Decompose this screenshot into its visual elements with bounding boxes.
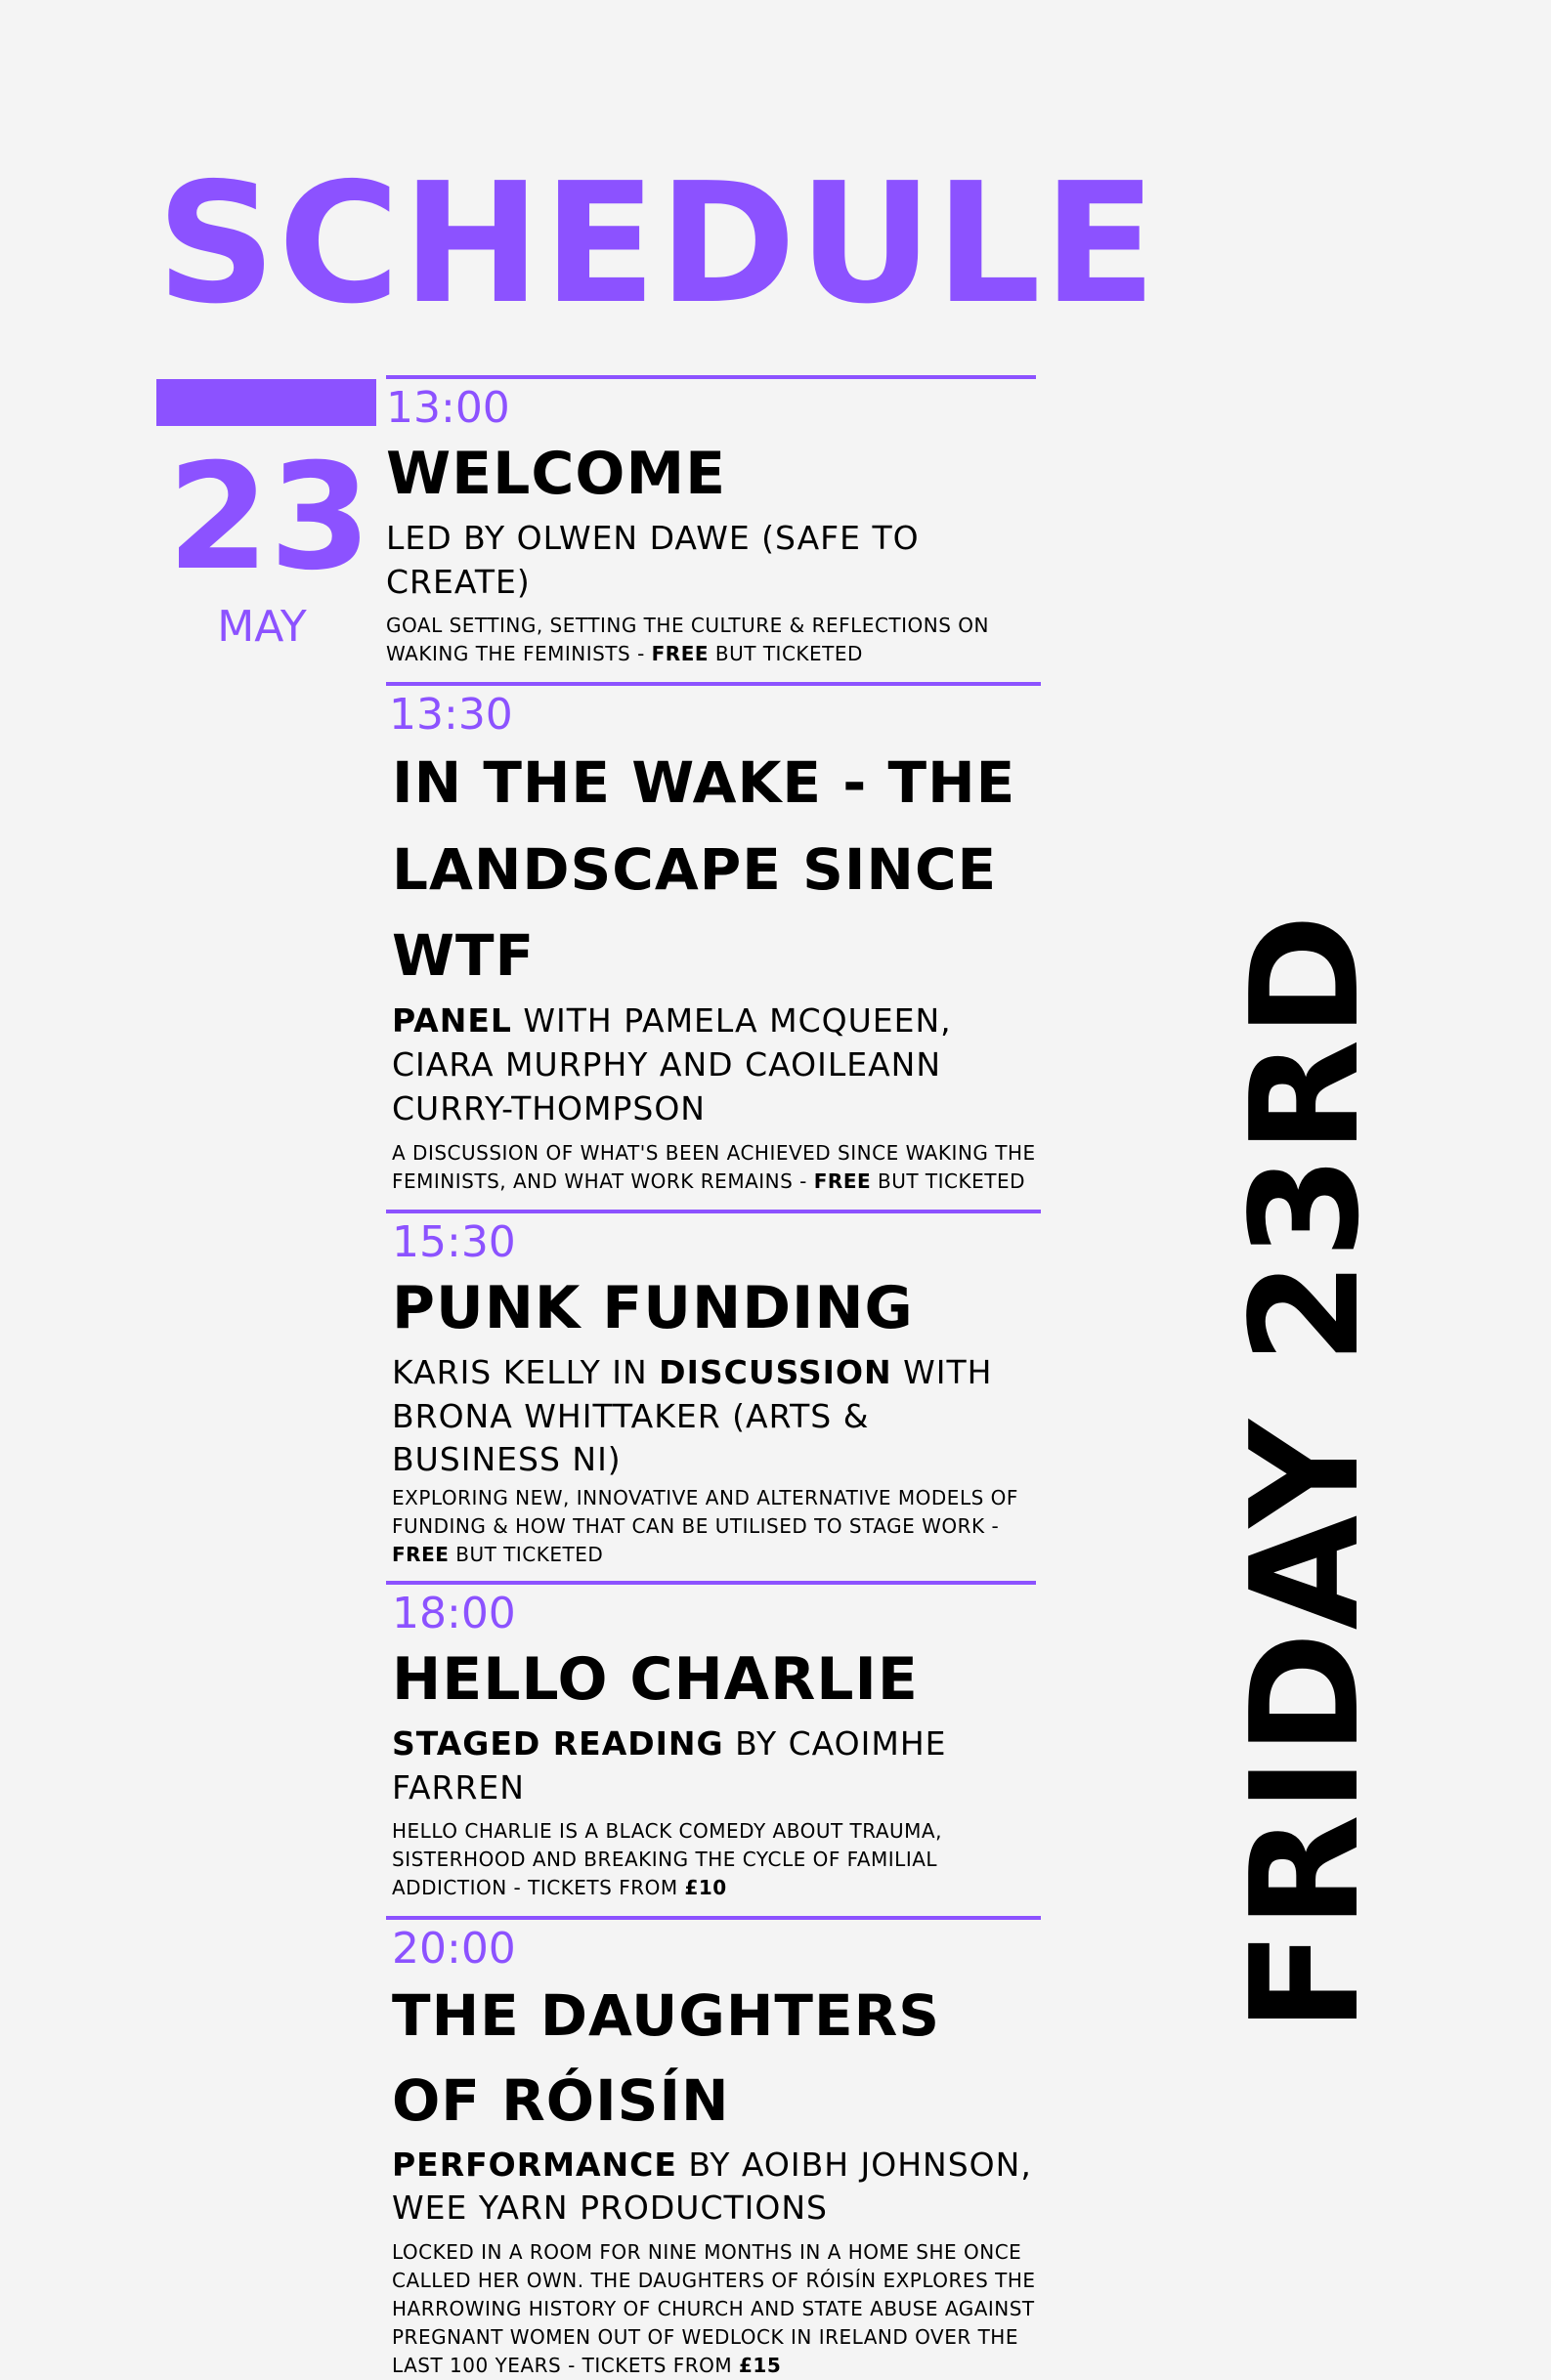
day-label-vertical: FRIDAY 23RD	[1219, 912, 1392, 2032]
divider	[386, 1581, 1036, 1585]
date-accent-bar	[156, 379, 376, 426]
event-description: HELLO CHARLIE IS A BLACK COMEDY ABOUT TRAUMA, SISTERHOOD AND BREAKING THE CYCLE OF FAMILIAL ADDICTION - TICKETS FROM £10	[392, 1819, 942, 1900]
event-description: A DISCUSSION OF WHAT'S BEEN ACHIEVED SINCE WAKING THE FEMINISTS, AND WHAT WORK REMAINS - FREE BUT TICKETED	[392, 1140, 1036, 1193]
event-time: 20:00	[392, 1924, 516, 1975]
schedule-item-daughters-of-roisin	[386, 1916, 1041, 2379]
divider	[386, 1210, 1041, 1213]
schedule-list	[386, 375, 1041, 2380]
page-title: SCHEDULE	[156, 148, 1159, 341]
event-title: PUNK FUNDING	[392, 1274, 914, 1343]
event-subtitle: KARIS KELLY IN DISCUSSION WITH BRONA WHITTAKER (ARTS & BUSINESS NI)	[392, 1353, 993, 1479]
schedule-item-punk-funding	[386, 1210, 1041, 1581]
event-description: GOAL SETTING, SETTING THE CULTURE & REFLECTIONS ON WAKING THE FEMINISTS - FREE BUT TICKETED	[386, 614, 989, 666]
schedule-item-hello-charlie	[386, 1581, 1041, 1916]
date-day: 23	[167, 433, 371, 603]
event-subtitle: STAGED READING BY CAOIMHE FARREN	[392, 1724, 947, 1806]
event-subtitle: PERFORMANCE BY AOIBH JOHNSON, WEE YARN PRODUCTIONS	[392, 2145, 1032, 2228]
event-description: EXPLORING NEW, INNOVATIVE AND ALTERNATIVE MODELS OF FUNDING & HOW THAT CAN BE UTILISED TO STAGE WORK - FREE BUT TICKETED	[392, 1485, 1018, 1566]
schedule-item-in-the-wake	[386, 682, 1041, 1209]
schedule-item-welcome	[386, 375, 1041, 682]
event-subtitle: LED BY OLWEN DAWE (SAFE TO CREATE)	[386, 519, 920, 601]
event-title: HELLO CHARLIE	[392, 1645, 919, 1715]
divider	[386, 682, 1041, 686]
event-subtitle: PANEL WITH PAMELA MCQUEEN, CIARA MURPHY AND CAOILEANN CURRY-THOMPSON	[392, 1001, 952, 1127]
divider	[386, 375, 1036, 379]
divider	[386, 1916, 1041, 1920]
event-title: THE DAUGHTERS OF RÓISÍN	[392, 1981, 941, 2134]
event-title: WELCOME	[386, 440, 727, 509]
event-description: LOCKED IN A ROOM FOR NINE MONTHS IN A HOME SHE ONCE CALLED HER OWN. THE DAUGHTERS OF RÓISÍN EXPLORES THE HARROWING HISTORY OF CHURCH AND STATE ABUSE AGAINST PREGNANT WOMEN OUT OF WEDLOCK IN IRELAND OVER THE LAST 100 YEARS - TICKETS FROM £15	[392, 2239, 1036, 2377]
event-time: 18:00	[392, 1588, 516, 1638]
event-time: 13:30	[389, 690, 513, 741]
event-title: IN THE WAKE - THE LANDSCAPE SINCE WTF	[392, 748, 1016, 990]
event-time: 15:30	[392, 1216, 516, 1267]
date-month: MAY	[217, 602, 307, 652]
event-time: 13:00	[386, 383, 510, 433]
